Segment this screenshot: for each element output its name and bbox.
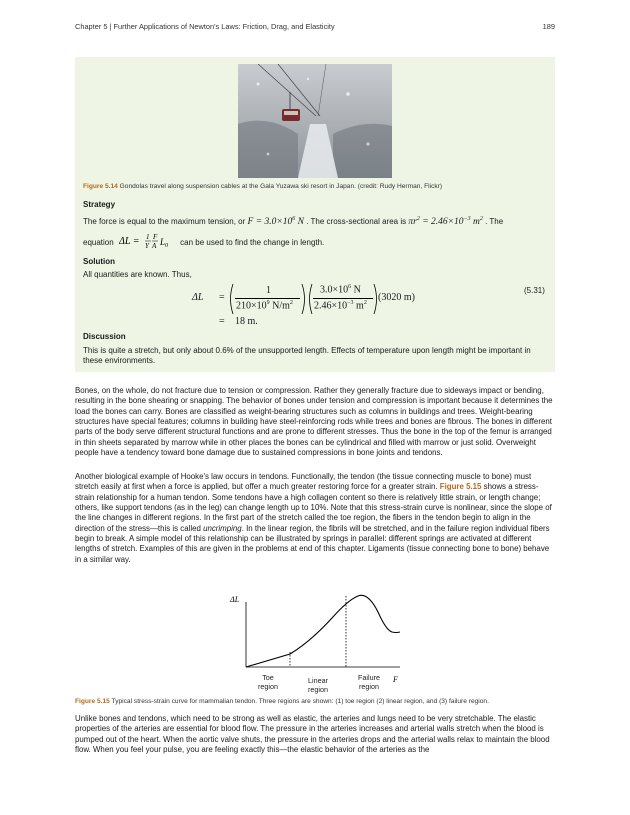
gondola-photo: [238, 64, 392, 178]
frac2-bar: [313, 298, 373, 299]
paragraph-tendons: [75, 472, 555, 565]
unit: N: [351, 284, 361, 296]
unit: N: [295, 217, 304, 228]
paragraph-arteries: Unlike bones and tendons, which need to be strong as well as elastic, the arteries and lungs need to be very stretchable. The elastic properties of the arteries are essential for blood flow. The pressure in the arteries increases and arterial walls stretch when the blood is pumped out of the heart. When the aortic valve shuts, the pressure in the arteries drops and the arterial walls relax to maintain the blood flow. When you feel your pulse, you are feeling exactly this—the elastic behavior of the arteries as the: [75, 714, 550, 755]
text-run: can be used to find the change in length.: [180, 237, 325, 247]
eq-lhs: ΔL: [192, 292, 204, 303]
text-run: The force is equal to the maximum tension, or: [83, 217, 246, 227]
strategy-heading: Strategy: [83, 200, 116, 209]
frac1-bar: [235, 298, 300, 299]
x-axis-label: F: [393, 675, 398, 684]
linear-region-label-2: region: [308, 685, 328, 694]
caption-text: Gondolas travel along suspension cables at the Gala Yuzawa ski resort in Japan. (credit: Rudy Herman, Flickr): [119, 183, 443, 190]
figure-5-14-caption: [83, 183, 548, 190]
svg-text:L: L: [159, 237, 165, 247]
page-header: [75, 22, 555, 31]
figure-5-15-caption: [75, 698, 555, 705]
svg-text:Y: Y: [144, 242, 149, 250]
eq-length: (3020 m): [378, 292, 415, 303]
formula-svg: [119, 231, 175, 251]
gondola-illustration: [238, 64, 392, 178]
frac1-denominator: [236, 300, 293, 311]
text-run: Another biological example of Hooke's law occurs in tendons. Functionally, the tendon (the tissue connecting muscle to bone) must stretch easily at first when a force is applied, but offer a much greater restoring force for a greater strain.: [75, 472, 532, 492]
text-run: shows a stress-strain relationship for a human tendon. Some tendons have a high collagen content so there is relatively little strain, or length change; others, like support tendons (as in the leg) can change length up to 10%. Note that this stress-strain curve is nonlinear, since the slope of the line changes in different regions. In the first part of the stretch called the toe region, the fibers in the tendon begin to align in the direction of the stress—this is called: [75, 482, 552, 533]
exponent: 2: [479, 216, 483, 222]
exponent: −3: [347, 300, 354, 306]
equation-5-31: [192, 283, 432, 328]
unit: m: [470, 217, 480, 228]
formula-delta-l: [119, 231, 175, 254]
discussion-heading: Discussion: [83, 332, 126, 341]
paragraph-bones: Bones, on the whole, do not fracture due to tension or compression. Rather they generally fracture due to sideways impact or bending, resulting in the bone shearing or snapping. The behavior of bones under tension and compression is important because it determines the load the bones can carry. Bones are classified as weight-bearing structures such as columns in buildings and trees. Weight-bearing structures have special features; columns in building have steel-reinforcing rods while trees and bones are fibrous. The bones in different parts of the body serve different structural functions and are prone to different stresses. Thus the bone in the top of the femur is arranged in thin sheets separated by marrow while in other places the bones can be cylindrical and filled with marrow or just solid. Overweight people have a tendency toward bone damage due to sustained compressions in bone joints and tendons.: [75, 386, 553, 458]
exponent: 2: [363, 300, 367, 306]
text-run: . The: [485, 217, 504, 227]
frac2-numerator: [320, 284, 361, 295]
figure-label: Figure 5.14: [83, 183, 118, 190]
svg-text:F: F: [152, 233, 158, 241]
eq-equals: =: [219, 292, 225, 303]
equation-number: (5.31): [524, 286, 545, 295]
solution-heading: Solution: [83, 257, 115, 266]
tendon-stress-strain-chart: [220, 590, 410, 696]
text-run: = 2.46×10: [419, 217, 464, 228]
discussion-text: This is quite a stretch, but only about 0.6% of the unsupported length. Effects of temperature upon length might be important in these environments.: [83, 346, 531, 366]
unit: m: [353, 300, 364, 312]
eq-equals-2: =: [219, 316, 225, 327]
toe-region-label-1: Toe: [262, 673, 274, 682]
frac2-denominator: [314, 300, 367, 311]
eq-result: 18 m.: [235, 316, 258, 327]
text-run: F = 3.0×10: [247, 217, 293, 228]
linear-region-label-1: Linear: [308, 676, 328, 685]
text-run: 210×10: [236, 300, 267, 312]
toe-region-label-2: region: [258, 682, 278, 691]
left-paren: [228, 283, 234, 315]
stress-strain-curve: [246, 595, 400, 667]
exponent: 9: [266, 300, 270, 306]
exponent: 6: [348, 284, 352, 290]
svg-text:0: 0: [164, 243, 168, 249]
failure-region-label-1: Failure: [358, 673, 380, 682]
failure-region-label-2: region: [359, 682, 379, 691]
y-axis-label: ΔL: [230, 595, 240, 604]
force-expression: [248, 217, 304, 227]
exponent: −3: [463, 216, 471, 222]
area-expression: [408, 217, 482, 227]
text-run: πr: [408, 217, 417, 228]
chapter-title: Chapter 5 | Further Applications of Newton's Laws: Friction, Drag, and Elasticity: [75, 22, 335, 31]
caption-text: Typical stress-strain curve for mammalian tendon. Three regions are shown: (1) toe region (2) linear region, and (3) failure region.: [111, 698, 489, 705]
emphasis-uncrimping: uncrimping: [203, 523, 242, 533]
strategy-line-1: [83, 214, 548, 227]
text-run: . In the linear region, the fibrils will be stretched, and in the failure region individual fibers begin to break. A simple model of this relationship can be illustrated by springs in parallel: different springs are activated at different lengths of stretch. Examples of this are given in the problems at end of this chapter. Ligaments (tissue connecting bone to bone) behave in a similar way.: [75, 523, 550, 564]
unit: N/m: [269, 300, 290, 312]
svg-text:A: A: [151, 242, 157, 250]
text-run: equation: [83, 237, 114, 247]
strategy-line-2: [83, 231, 548, 254]
page-number: 189: [542, 22, 555, 31]
text-run: . The cross-sectional area is: [306, 217, 407, 227]
exponent: 2: [289, 300, 293, 306]
svg-text:1: 1: [145, 233, 150, 241]
figure-5-15-link[interactable]: Figure 5.15: [439, 482, 482, 492]
figure-label: Figure 5.15: [75, 698, 110, 705]
text-run: 2.46×10: [314, 300, 348, 312]
svg-text:ΔL =: ΔL =: [118, 236, 140, 247]
exponent: 6: [292, 216, 296, 222]
frac1-numerator: 1: [266, 285, 271, 296]
solution-text: All quantities are known. Thus,: [83, 270, 192, 279]
text-run: 3.0×10: [320, 284, 349, 296]
exponent: 2: [416, 216, 420, 222]
left-paren: [307, 283, 313, 315]
